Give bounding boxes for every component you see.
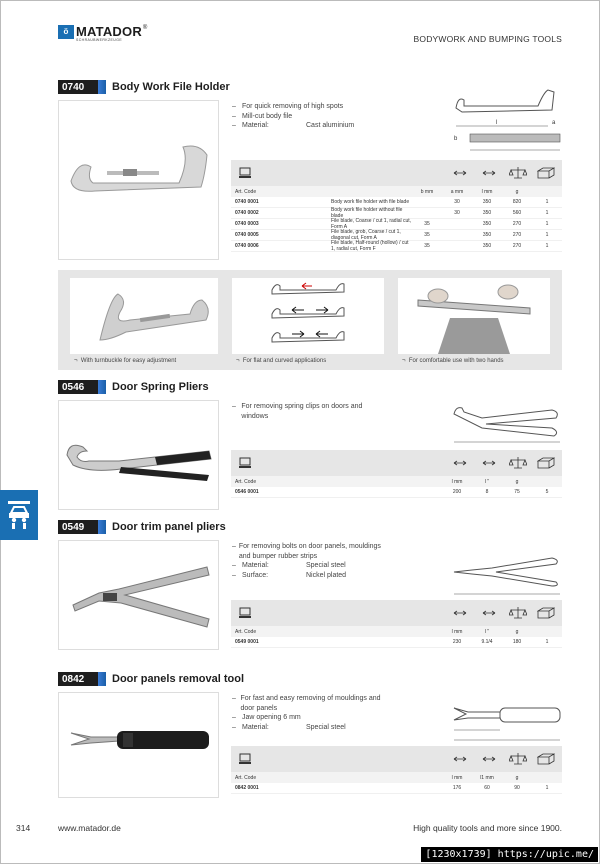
weight-scale-icon [509, 752, 527, 766]
bullet-key: Material: [242, 122, 269, 129]
feature-caption: ¬ For flat and curved applications [236, 358, 327, 364]
width-icon [453, 170, 467, 176]
section-name: Door trim panel pliers [112, 521, 226, 533]
feature-strip [58, 270, 562, 370]
cell-b: 35 [424, 221, 430, 227]
category-title: BODYWORK AND BUMPING TOOLS [413, 34, 562, 44]
table-row [231, 241, 562, 252]
cell-g: 90 [514, 785, 520, 791]
weight-scale-icon [509, 606, 527, 620]
spec-table-0549 [231, 600, 562, 648]
col-header-l1: l1 mm [480, 774, 494, 781]
product-icon [239, 607, 251, 619]
product-photo-door-trim-pliers [58, 540, 219, 650]
bullet-text: For quick removing of high spots [242, 103, 344, 110]
length-l1-icon [482, 756, 496, 762]
category-tab[interactable] [0, 490, 38, 540]
cell-g: 75 [514, 489, 520, 495]
art-code: 0740 0001 [235, 199, 259, 205]
package-icon [537, 167, 555, 179]
logo-mark-icon: ö [58, 25, 74, 39]
product-icon [239, 167, 251, 179]
bullet-value: Special steel [306, 723, 346, 731]
bullet-key: Material: [242, 723, 269, 731]
cell-desc: File blade, Half-round (hollow) / cut 1, radial cut, Form F [331, 240, 409, 252]
col-header-l: l mm [451, 628, 463, 635]
col-header-l-inch: l " [484, 478, 490, 485]
bullets-0549: – For removing bolts on door panels, mouldings and bumper rubber strips – Material: Special steel – Surface: Nickel plated [232, 542, 392, 580]
section-code: 0549 [58, 520, 98, 534]
product-photo-file-holder [58, 100, 219, 260]
brand-name: MATADOR [76, 24, 142, 39]
cell-a: 30 [454, 199, 460, 205]
section-accent-bar [98, 80, 106, 94]
spec-table-0740 [231, 160, 562, 252]
dim-a-label: a [552, 120, 556, 126]
bullets-0842: – For fast and easy removing of mouldings and door panels – Jaw opening 6 mm – Material: Special steel [232, 694, 392, 732]
spec-icon-header [231, 746, 562, 772]
brand-registered: ® [142, 24, 148, 31]
col-header-l: l mm [481, 188, 493, 195]
section-code: 0842 [58, 672, 98, 686]
col-header-art: Art. Code [235, 628, 257, 635]
feature-caption-text: For comfortable use with two hands [408, 358, 504, 364]
cell-desc: File blade, grob, Coarse / cut 1, diagonal cut, Form A [331, 229, 401, 241]
dimension-drawing-removal-tool [452, 700, 564, 744]
section-accent-bar [98, 520, 106, 534]
cell-l: 350 [482, 243, 492, 249]
dimension-drawing-door-trim-pliers [452, 552, 562, 598]
cell-g: 270 [512, 243, 522, 249]
website-link[interactable]: www.matador.de [58, 823, 121, 833]
spec-table-0842 [231, 746, 562, 794]
length-inch-icon [482, 610, 496, 616]
cell-g: 560 [512, 210, 522, 216]
art-code: 0740 0002 [235, 210, 259, 216]
brand-subline: SCHRAUBWERKZEUGE [76, 38, 123, 42]
table-row [231, 487, 562, 498]
art-code: 0740 0006 [235, 243, 259, 249]
spec-icon-header [231, 600, 562, 626]
product-photo-removal-tool [58, 692, 219, 798]
col-header-l: l mm [451, 478, 463, 485]
cell-pack: 1 [545, 639, 549, 645]
section-name: Door panels removal tool [112, 673, 245, 685]
bullets-0546: – For removing spring clips on doors and windows [232, 402, 382, 421]
cell-desc: Body work file holder with file blade [331, 199, 410, 205]
car-lift-icon [6, 499, 32, 531]
table-row [231, 783, 562, 794]
table-row [231, 637, 562, 648]
cell-desc: File blade, Coarse / cut 1, radial cut, Form A [331, 218, 412, 230]
cell-pack: 1 [545, 210, 549, 216]
cell-g: 270 [512, 232, 522, 238]
spec-table-0546 [231, 450, 562, 498]
section-title-0546 [58, 380, 209, 394]
brand-logo [58, 24, 147, 39]
length-icon [453, 610, 467, 616]
feature-photo-two-hands [398, 278, 550, 354]
cell-desc: Body work file holder without file blade [331, 207, 403, 219]
cell-pack: 1 [545, 199, 549, 205]
art-code: 0546 0001 [235, 489, 259, 495]
spec-icon-header [231, 450, 562, 476]
bullet-key: Material: [242, 562, 269, 569]
bullets-0740: – For quick removing of high spots – Mill-cut body file – Material: Cast aluminium [232, 103, 355, 129]
col-header-g: g [515, 774, 519, 781]
dim-b-label: b [454, 136, 458, 142]
cell-pack: 1 [545, 785, 549, 791]
package-icon [537, 607, 555, 619]
spec-header-row [231, 772, 562, 783]
length-icon [453, 756, 467, 762]
cell-lmm: 230 [452, 639, 462, 645]
art-code: 0842 0001 [235, 785, 259, 791]
feature-caption: ¬ For comfortable use with two hands [402, 358, 504, 364]
length-inch-icon [482, 460, 496, 466]
product-icon [239, 457, 251, 469]
feature-diagram-curved [232, 278, 384, 354]
weight-scale-icon [509, 456, 527, 470]
col-header-g: g [515, 478, 519, 485]
section-accent-bar [98, 380, 106, 394]
section-title-0740 [58, 80, 230, 94]
cell-l: 350 [482, 221, 492, 227]
dim-l-label: l [496, 120, 498, 126]
cell-b: 35 [424, 232, 430, 238]
col-header-g: g [515, 188, 519, 195]
spec-icon-header [231, 160, 562, 186]
package-icon [537, 753, 555, 765]
cell-pack: 1 [545, 243, 549, 249]
section-code: 0546 [58, 380, 98, 394]
cell-g: 180 [512, 639, 522, 645]
feature-caption: ¬ With turnbuckle for easy adjustment [74, 358, 177, 364]
dimension-drawing-door-spring-pliers [452, 400, 562, 446]
feature-caption-text: With turnbuckle for easy adjustment [80, 358, 177, 364]
page-number: 314 [16, 823, 31, 833]
art-code: 0549 0001 [235, 639, 259, 645]
col-header-art: Art. Code [235, 188, 257, 195]
cell-l: 350 [482, 210, 492, 216]
length-icon [482, 170, 496, 176]
cell-lmm: 200 [452, 489, 462, 495]
section-code: 0740 [58, 80, 98, 94]
bullet-text: For fast and easy removing of mouldings and door panels [240, 695, 381, 712]
footer-tagline: High quality tools and more since 1900. [413, 823, 562, 833]
col-header-art: Art. Code [235, 478, 257, 485]
bullet-value: Nickel plated [306, 571, 347, 579]
bullet-text: Mill-cut body file [242, 112, 293, 120]
art-code: 0740 0005 [235, 232, 259, 238]
col-header-g: g [515, 628, 519, 635]
cell-pack: 5 [545, 489, 549, 495]
product-icon [239, 753, 251, 765]
bullet-text: For removing spring clips on doors and windows [241, 403, 363, 420]
feature-photo-turnbuckle [70, 278, 218, 354]
bullet-value: Cast aluminium [306, 122, 355, 129]
bullet-key: Surface: [242, 571, 269, 579]
spec-header-row [231, 626, 562, 637]
cell-b: 35 [424, 243, 430, 249]
page-header [58, 24, 562, 46]
dimension-drawing-file-holder [446, 86, 564, 158]
cell-lin: 9.1/4 [481, 639, 493, 645]
weight-scale-icon [509, 166, 527, 180]
bullet-value: Special steel [306, 562, 346, 569]
length-icon [453, 460, 467, 466]
col-header-l-inch: l " [484, 628, 490, 635]
cell-l1: 60 [484, 785, 490, 791]
product-photo-door-spring-pliers [58, 400, 219, 510]
cell-pack: 1 [545, 221, 549, 227]
col-header-a: a mm [450, 188, 464, 195]
feature-caption-text: For flat and curved applications [242, 358, 327, 364]
col-header-art: Art. Code [235, 774, 257, 781]
image-source-stamp: [1230x1739] https://upic.me/ [421, 847, 598, 862]
cell-pack: 1 [545, 232, 549, 238]
section-name: Body Work File Holder [112, 81, 230, 93]
bullet-text: Jaw opening 6 mm [242, 714, 301, 721]
section-title-0842 [58, 672, 244, 686]
cell-l: 350 [482, 232, 492, 238]
cell-a: 30 [454, 210, 460, 216]
cell-g: 820 [512, 199, 522, 205]
col-header-b: b mm [420, 188, 434, 195]
col-header-l: l mm [451, 774, 463, 781]
spec-header-row [231, 186, 562, 197]
bullet-text: For removing bolts on door panels, mouldings and bumper rubber strips [238, 543, 381, 560]
cell-g: 270 [512, 221, 522, 227]
spec-header-row [231, 476, 562, 487]
cell-l: 350 [482, 199, 492, 205]
cell-lin: 8 [485, 489, 489, 495]
section-name: Door Spring Pliers [112, 381, 209, 393]
art-code: 0740 0003 [235, 221, 259, 227]
package-icon [537, 457, 555, 469]
section-title-0549 [58, 520, 226, 534]
section-accent-bar [98, 672, 106, 686]
cell-lmm: 176 [452, 785, 462, 791]
